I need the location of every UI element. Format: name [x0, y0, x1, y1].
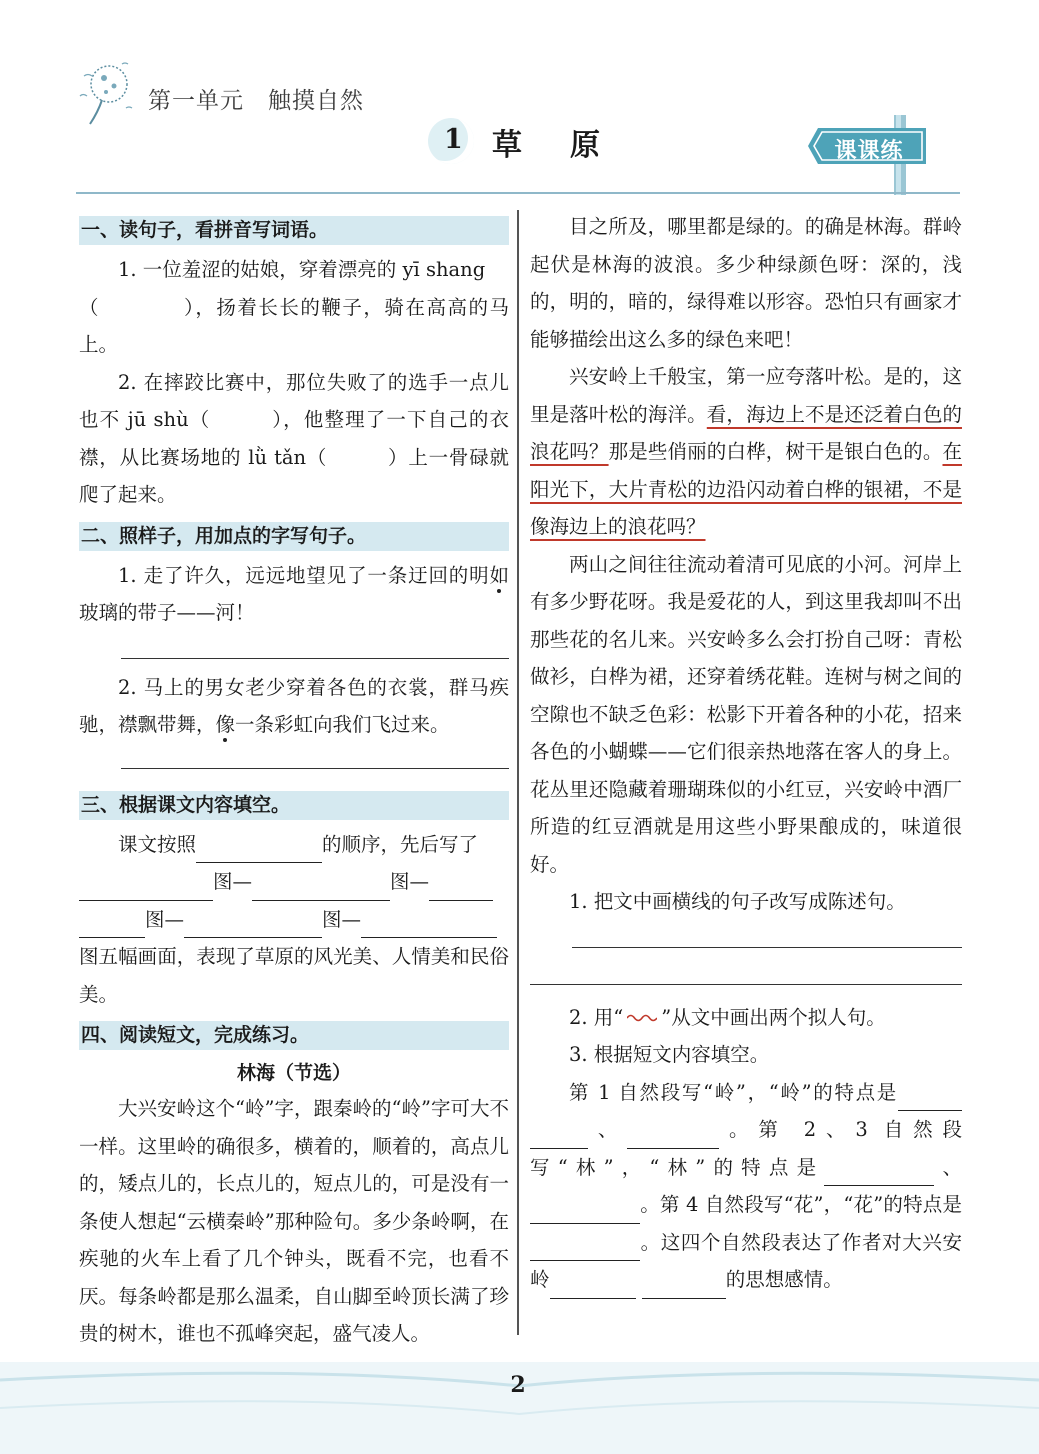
fill-blank[interactable]	[252, 878, 390, 901]
page-number: 2	[510, 1372, 526, 1398]
dotted-char: 如	[489, 563, 509, 587]
right-column	[530, 208, 962, 1299]
fill-blank[interactable]	[79, 915, 145, 938]
badge-label: 课课练	[834, 139, 904, 164]
article-p2: 目之所及，哪里都是绿的。的确是林海。群岭起伏是林海的波浪。多少种绿颜色呀：深的，浅的，明的，暗的，绿得难以形容。恐怕只有画家才能够描绘出这么多的绿色来吧！	[530, 215, 962, 351]
s3-sep: 图—	[145, 907, 185, 931]
wavy-underline-icon	[627, 1013, 657, 1023]
unit-title: 第一单元 触摸自然	[148, 88, 364, 114]
fill-blank[interactable]	[530, 1201, 640, 1224]
article-title: 林海（节选）	[236, 1062, 351, 1084]
q2	[530, 999, 962, 1037]
fill-blank[interactable]	[361, 915, 497, 938]
fill-blank[interactable]	[824, 1163, 934, 1186]
q3: 3. 根据短文内容填空。	[569, 1043, 770, 1066]
fill-blank[interactable]	[627, 1126, 719, 1149]
q3-text: 。第 2、3 自然段写“林”，“林”的特点是	[530, 1118, 962, 1179]
dotted-char: 像	[215, 713, 236, 736]
s3-sep: 图—	[322, 907, 362, 931]
article-p4: 两山之间往往流动着清可见底的小河。河岸上有多少野花呀。我是爱花的人，到这里我却叫不出那些花的名儿来。兴安岭多么会打扮自己呀：青松做衫，白桦为裙，还穿着绣花鞋。连树与树之间的空隙也不缺乏色彩：松影下开着各种的小花，招来各色的小蝴蝶——它们很亲热地落在客人的身上。花丛里还隐藏着珊瑚珠似的小红豆，兴安岭中酒厂所造的红豆酒就是用这些小野果酿成的，味道很好。	[530, 552, 962, 876]
underlined-sentence: 在阳光下，大片青松的边沿闪动着白桦的银裙，不是像海边上的浪花吗？	[530, 440, 962, 538]
lesson-number-badge	[428, 118, 474, 164]
fill-blank[interactable]	[898, 1088, 962, 1111]
s2-q2-text-end: 一条彩虹向我们飞过来。	[235, 713, 450, 736]
q3-text: 。这四个自然段表达了作者对大兴安岭	[530, 1230, 962, 1291]
fill-blank[interactable]	[196, 840, 322, 863]
q3-text: 、	[588, 1118, 628, 1141]
s1-q1-line1: 1. 一位羞涩的姑娘，穿着漂亮的 yī shang	[118, 258, 486, 281]
section-1-title: 一、读句子，看拼音写词语。	[79, 216, 509, 245]
fill-blank[interactable]	[642, 1276, 726, 1299]
section-2-title: 二、照样子，用加点的字写句子。	[79, 522, 509, 551]
header-divider	[76, 192, 960, 194]
q2-text-end: ”从文中画出两个拟人句。	[661, 1005, 886, 1029]
p3-text: 兴安岭上千般宝，第一应夸落叶松。是的，这里是落叶松的海洋。	[530, 365, 962, 426]
fill-blank[interactable]	[550, 1276, 636, 1299]
s2-q2-text: 2. 马上的男女老少穿着各色的衣裳，群马疾驰，襟飘带舞，	[79, 675, 509, 736]
q2-text: 2. 用“	[569, 1005, 624, 1029]
q3-fill	[530, 1074, 962, 1299]
q3-text: 。第 4 自然段写“花”，“花”的特点是	[640, 1193, 962, 1216]
p3-text: 那是些俏丽的白桦，树干是银白色的。	[608, 440, 943, 463]
s1-q2: 2. 在摔跤比赛中，那位失败了的选手一点儿也不 jū shù（ ），他整理了一下自己的衣襟，从比赛场地的 lǜ tǎn（ ）上一骨碌就爬了起来。	[79, 370, 509, 506]
article-p3	[530, 358, 962, 546]
q3-text: 第 1 自然段写“岭”，“岭”的特点是	[569, 1080, 898, 1104]
dandelion-logo-icon	[76, 56, 138, 128]
section-3-title: 三、根据课文内容填空。	[79, 791, 509, 820]
s1-q1-line2: （ ），扬着长长的鞭子，骑在高高的马上。	[79, 295, 509, 356]
s3-sep: 图—	[213, 870, 253, 893]
s3-sep: 图—	[390, 870, 430, 893]
fill-blank[interactable]	[530, 1126, 588, 1149]
fill-blank[interactable]	[184, 915, 322, 938]
fill-blank[interactable]	[429, 878, 493, 901]
s3-text: 课文按照	[118, 832, 197, 856]
s3-line4: 图五幅画面，表现了草原的风光美、人情美和民俗美。	[79, 945, 509, 1006]
underlined-sentence: 看，海边上不是还泛着白色的浪花吗？	[530, 402, 962, 463]
article-p1: 大兴安岭这个“岭”字，跟秦岭的“岭”字可大不一样。这里岭的确很多，横着的，顺着的，高点儿的，矮点儿的，长点儿的，短点儿的，可是没有一条使人想起“云横秦岭”那种险句。多少条岭啊，在疾驰的火车上看了几个钟头，既看不完，也看不厌。每条岭都是那么温柔，自山脚至岭顶长满了珍贵的树木，谁也不孤峰突起，盛气凌人。	[79, 1097, 509, 1345]
s3-line1	[79, 826, 509, 864]
q1: 1. 把文中画横线的句子改写成陈述句。	[569, 890, 906, 913]
q3-text: 、	[934, 1155, 962, 1179]
fill-blank[interactable]	[79, 878, 213, 901]
left-column	[79, 208, 509, 1353]
s3-line3	[79, 901, 509, 939]
column-divider	[517, 210, 519, 1335]
s3-line2	[79, 863, 509, 901]
lesson-title: 草原	[492, 128, 648, 163]
s2-q1	[79, 557, 509, 632]
s2-q1-text: 1. 走了许久，远远地望见了一条迂回的明	[118, 563, 490, 587]
q3-text: 的思想感情。	[725, 1268, 843, 1291]
fill-blank[interactable]	[530, 1238, 640, 1261]
section-4-title: 四、阅读短文，完成练习。	[79, 1021, 509, 1050]
s2-q1-text-end: 玻璃的带子——河！	[79, 601, 255, 624]
s3-text: 的顺序，先后写了	[322, 832, 479, 856]
lesson-number: 1	[444, 124, 463, 155]
s2-q2	[79, 669, 509, 744]
